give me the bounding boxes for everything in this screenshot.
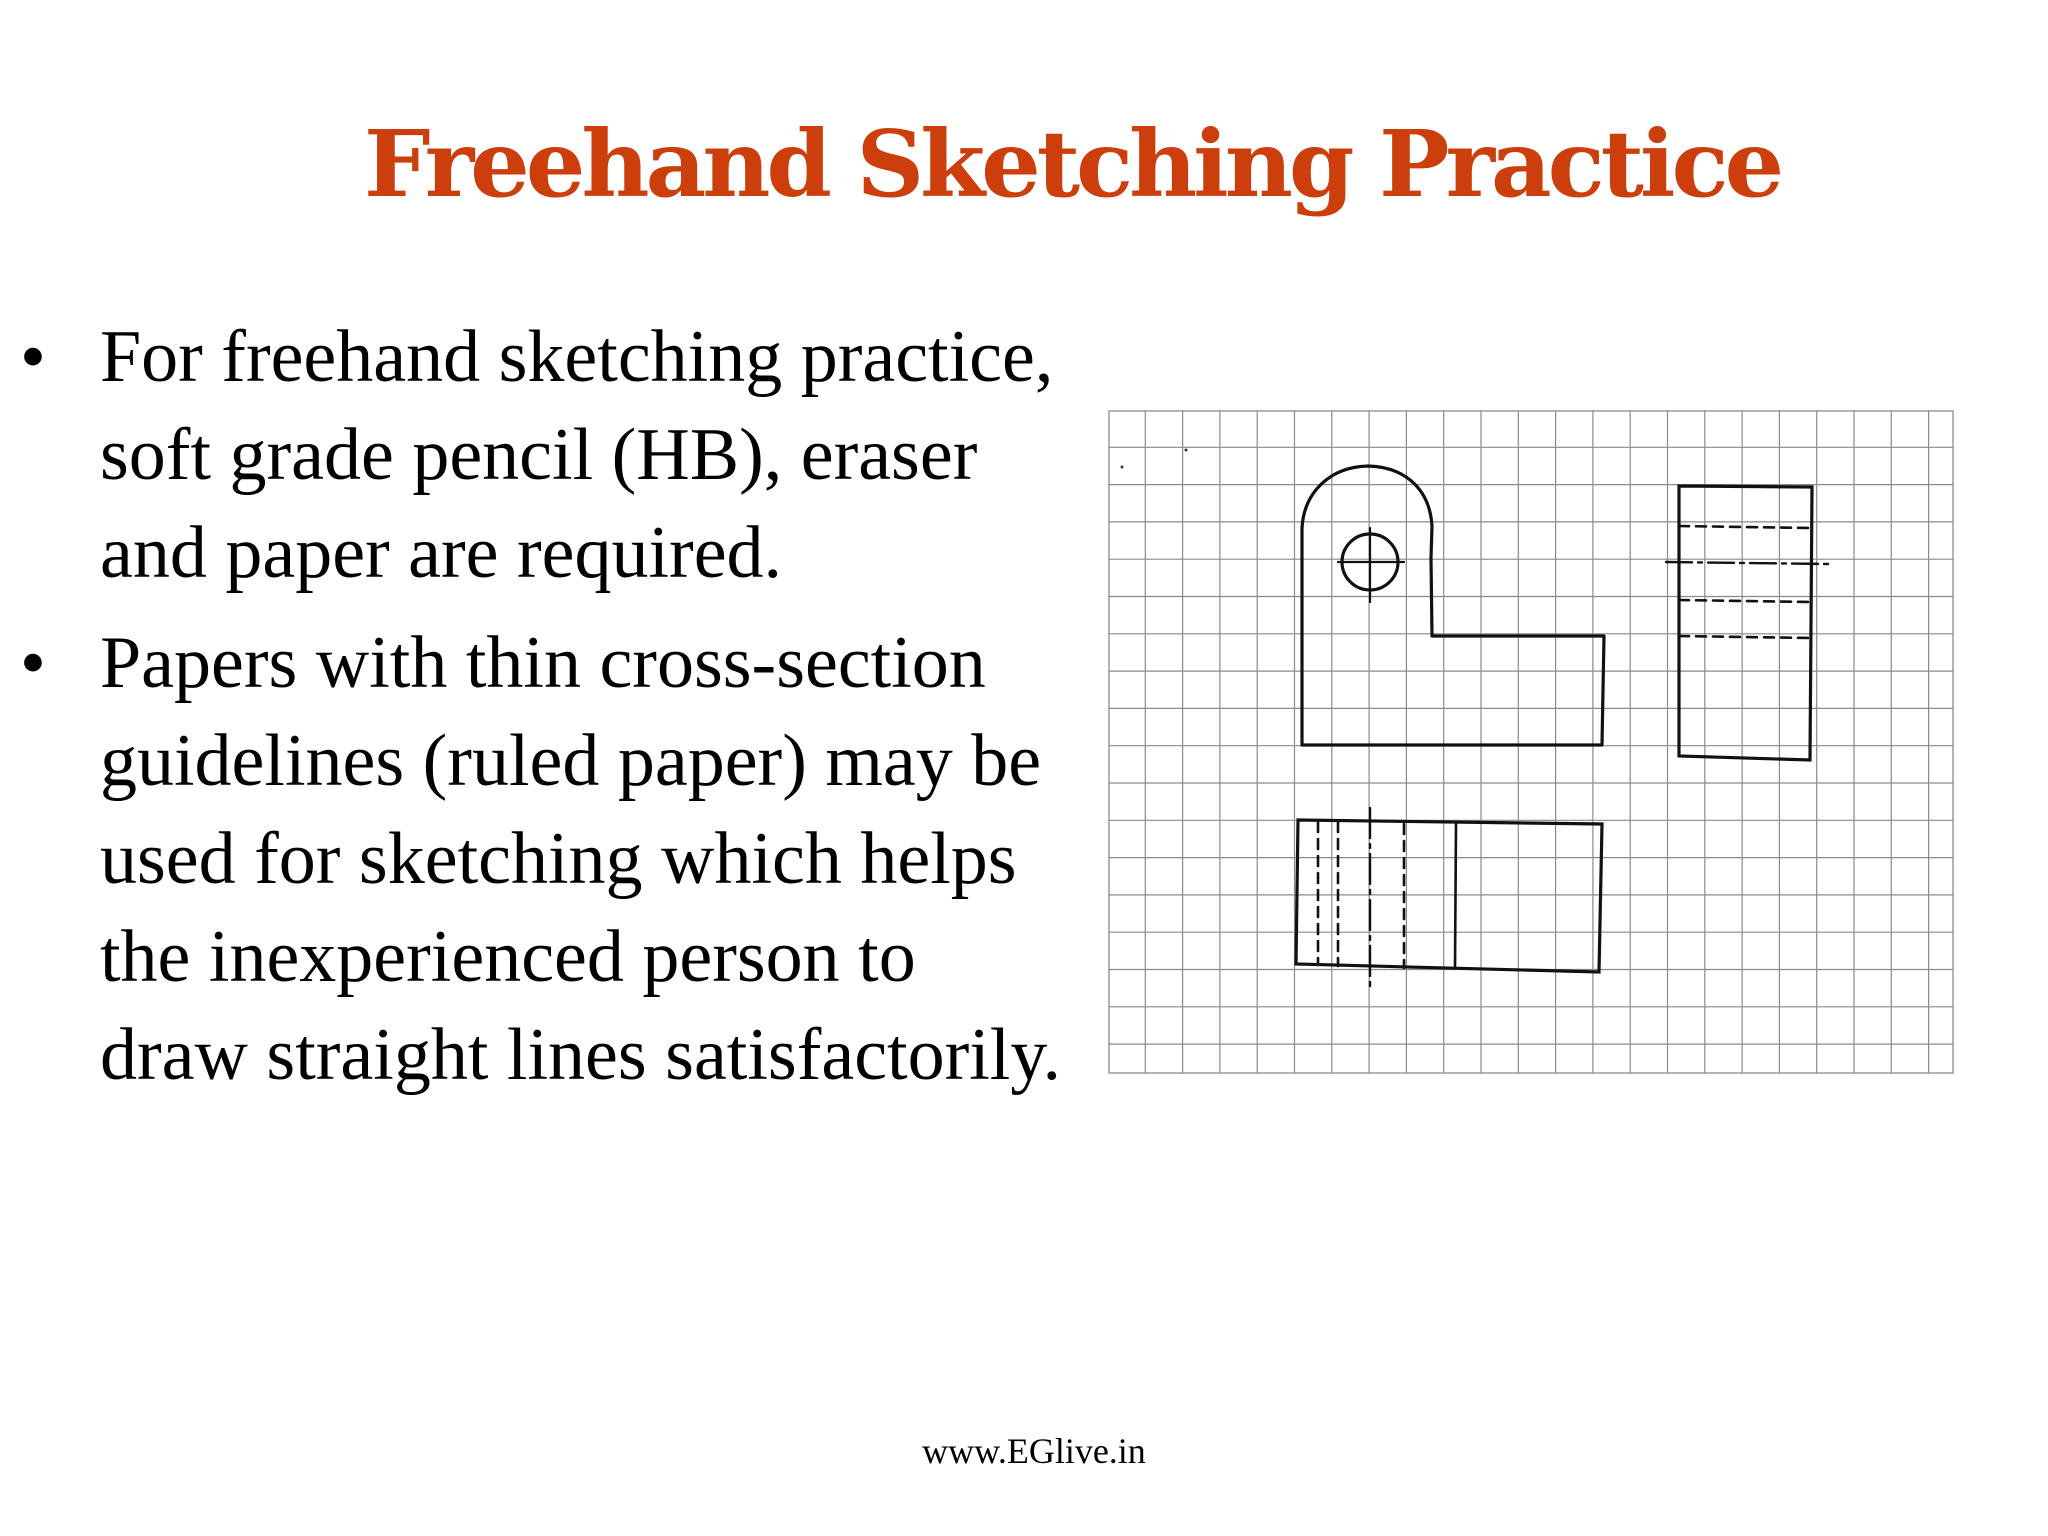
bullet-marker: • — [20, 622, 46, 704]
pencil-speck — [1121, 466, 1124, 469]
bullet-marker: • — [20, 316, 46, 398]
pencil-speck — [1185, 449, 1188, 452]
bullet-item — [20, 614, 1080, 1104]
top-visible-line — [1455, 824, 1456, 968]
grid-paper-background — [1108, 410, 1954, 1074]
bullet-text: For freehand sketching practice, soft grade pencil (HB), eraser and paper are required. — [100, 316, 1054, 594]
bullet-text: Papers with thin cross-section guidelines (ruled paper) may be used for sketching which helps the inexperienced person to draw straight lines satisfactorily. — [100, 622, 1062, 1096]
footer-url: www.EGlive.in — [922, 1431, 1146, 1471]
bullet-list — [20, 308, 1080, 1116]
grid-paper-sketch-image — [1108, 410, 1954, 1074]
slide-title: Freehand Sketching Practice — [363, 110, 1781, 218]
bullet-item — [20, 308, 1080, 602]
